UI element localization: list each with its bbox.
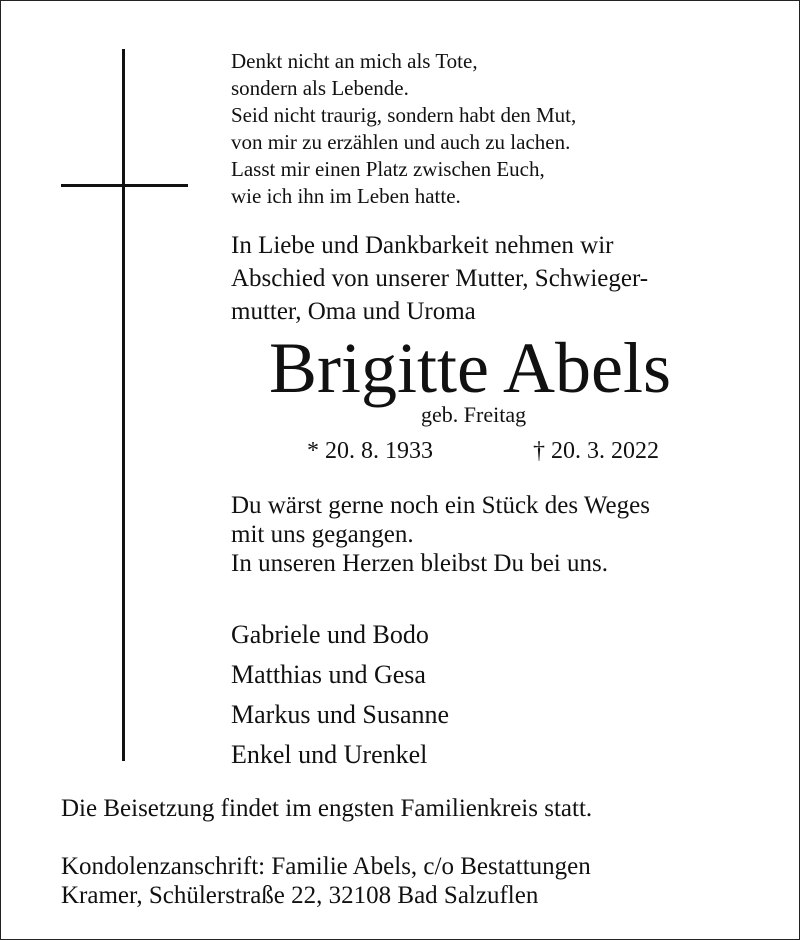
- family-member: Markus und Susanne: [231, 700, 450, 729]
- condolence-line: Kramer, Schülerstraße 22, 32108 Bad Salzuflen: [61, 882, 539, 909]
- family-member: Matthias und Gesa: [231, 660, 426, 689]
- verse-line: In unseren Herzen bleibst Du bei uns.: [231, 550, 608, 577]
- poem-line: von mir zu erzählen und auch zu lachen.: [231, 130, 571, 154]
- intro-line: Abschied von unserer Mutter, Schwieger-: [231, 265, 649, 292]
- family-member: Enkel und Urenkel: [231, 740, 428, 769]
- intro-line: mutter, Oma und Uroma: [231, 298, 476, 325]
- verse-line: Du wärst gerne noch ein Stück des Weges: [231, 492, 650, 519]
- cross-icon-vertical-bar: [122, 49, 125, 761]
- poem-line: Denkt nicht an mich als Tote,: [231, 49, 478, 73]
- birth-date: * 20. 8. 1933: [307, 438, 433, 464]
- poem-line: Seid nicht traurig, sondern habt den Mut,: [231, 103, 577, 127]
- farewell-intro: [231, 229, 648, 328]
- family-member: Gabriele und Bodo: [231, 620, 429, 649]
- funeral-note: Die Beisetzung findet im engsten Familienkreis statt.: [61, 795, 593, 822]
- verse-block: [231, 491, 650, 578]
- intro-line: In Liebe und Dankbarkeit nehmen wir: [231, 232, 614, 259]
- deceased-name: Brigitte Abels: [269, 328, 671, 408]
- poem-line: Lasst mir einen Platz zwischen Euch,: [231, 157, 545, 181]
- verse-line: mit uns gegangen.: [231, 521, 414, 548]
- death-date: † 20. 3. 2022: [533, 438, 659, 464]
- maiden-name: geb. Freitag: [421, 402, 527, 427]
- condolence-line: Kondolenzanschrift: Familie Abels, c/o Bestattungen: [61, 853, 591, 880]
- poem-line: wie ich ihn im Leben hatte.: [231, 184, 461, 208]
- poem-block: [231, 48, 576, 210]
- condolence-address: [61, 852, 591, 910]
- cross-icon-horizontal-bar: [61, 184, 188, 187]
- family-list: [231, 615, 449, 775]
- poem-line: sondern als Lebende.: [231, 76, 409, 100]
